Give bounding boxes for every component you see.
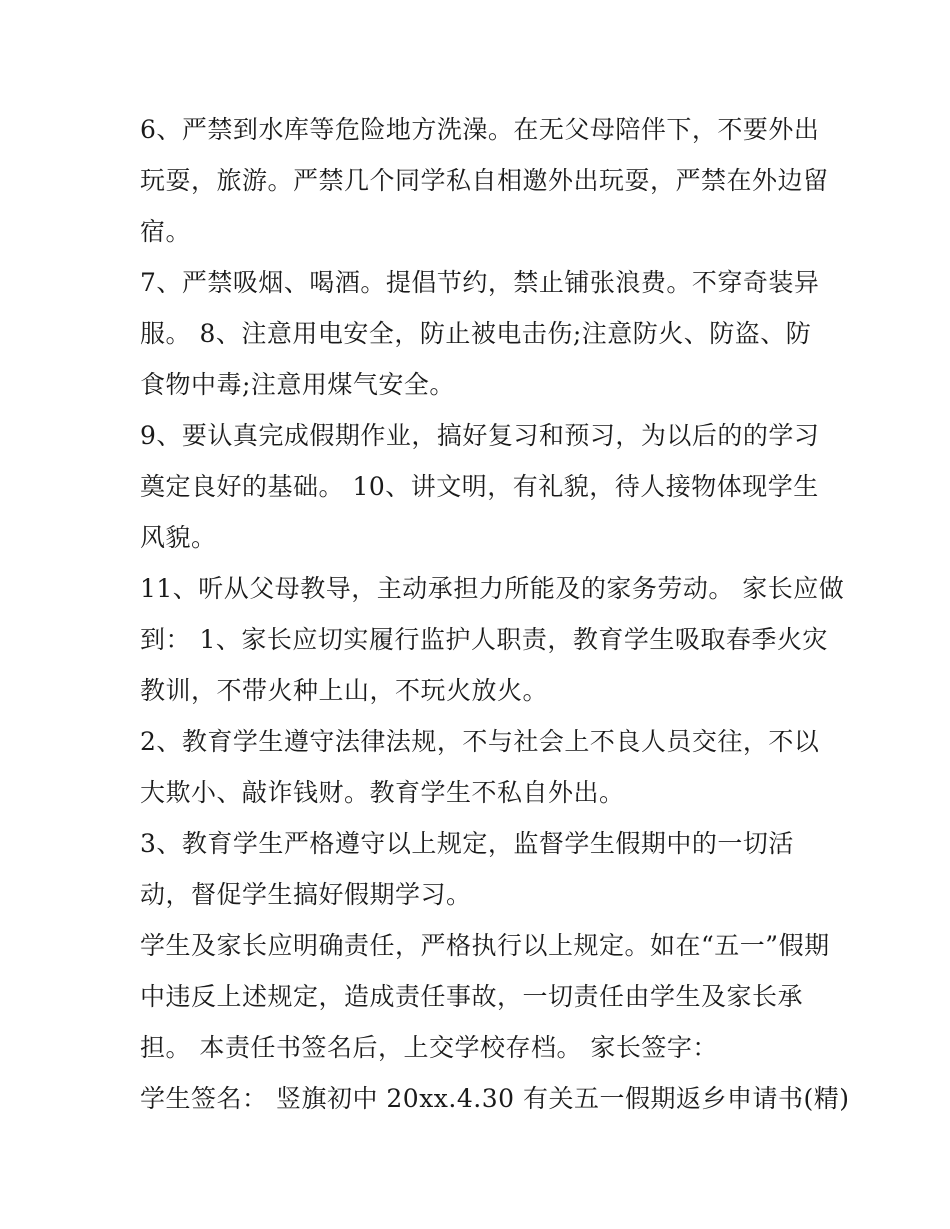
text-line: 7、严禁吸烟、喝酒。提倡节约，禁止铺张浪费。不穿奇装异: [140, 268, 820, 297]
text-line: 食物中毒;注意用煤气安全。: [140, 370, 455, 399]
text-line: 宿。: [140, 217, 192, 246]
text-line: 奠定良好的基础。 10、讲文明，有礼貌，待人接物体现学生: [140, 472, 819, 501]
text-line: 玩耍，旅游。严禁几个同学私自相邀外出玩耍，严禁在外边留: [140, 166, 829, 195]
text-line: 到： 1、家长应切实履行监护人职责，教育学生吸取春季火灾: [140, 625, 828, 654]
text-line: 担。 本责任书签名后，上交学校存档。 家长签字：: [140, 1033, 718, 1062]
text-line: 中违反上述规定，造成责任事故，一切责任由学生及家长承: [140, 982, 804, 1011]
text-line: 教训，不带火种上山，不玩火放火。: [140, 676, 549, 705]
text-line: 服。 8、注意用电安全，防止被电击伤;注意防火、防盗、防: [140, 319, 812, 348]
document-body: [140, 104, 850, 1124]
text-line: 学生签名： 竖旗初中 20xx.4.30 有关五一假期返乡申请书(精): [140, 1084, 850, 1113]
text-line: 2、教育学生遵守法律法规，不与社会上不良人员交往，不以: [140, 727, 820, 756]
text-line: 11、听从父母教导，主动承担力所能及的家务劳动。 家长应做: [140, 574, 845, 603]
text-line: 动，督促学生搞好假期学习。: [140, 880, 472, 909]
text-line: 6、严禁到水库等危险地方洗澡。在无父母陪伴下，不要外出: [140, 115, 820, 144]
text-line: 大欺小、敲诈钱财。教育学生不私自外出。: [140, 778, 625, 807]
text-line: 3、教育学生严格遵守以上规定，监督学生假期中的一切活: [140, 829, 794, 858]
text-line: 9、要认真完成假期作业，搞好复习和预习，为以后的的学习: [140, 421, 820, 450]
text-line: 风貌。: [140, 523, 217, 552]
text-line: 学生及家长应明确责任，严格执行以上规定。如在“五一”假期: [140, 931, 830, 960]
